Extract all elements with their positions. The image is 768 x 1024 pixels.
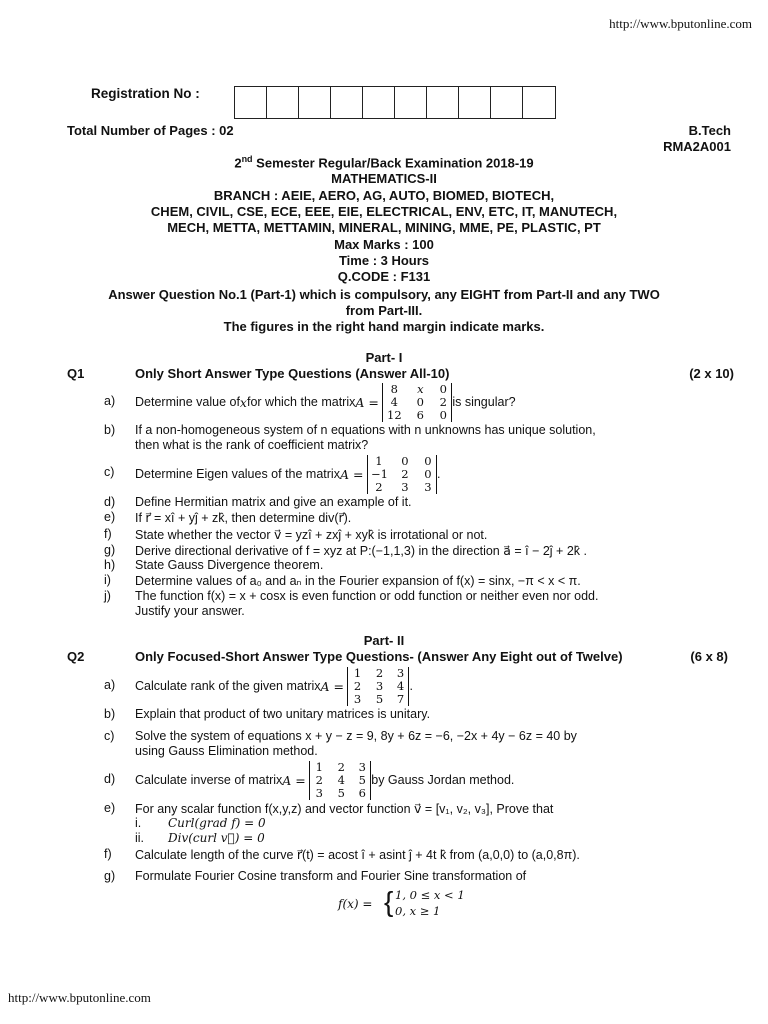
q2d-label: d)	[104, 772, 116, 786]
semester-title: 2nd Semester Regular/Back Examination 2018-19	[234, 154, 534, 171]
q1g-label: g)	[104, 543, 116, 557]
q2c-line-2: using Gauss Elimination method.	[135, 744, 318, 758]
q1h-text: State Gauss Divergence theorem.	[135, 558, 324, 572]
site-url-bottom[interactable]: http://www.bputonline.com	[8, 990, 151, 1005]
q1j-line-2: Justify your answer.	[135, 604, 245, 618]
q1c-text: Determine Eigen values of the matrix A = 1 0 0 −1 2 0 2 3 3 .	[135, 453, 441, 494]
paper-code: RMA2A001	[663, 139, 731, 154]
q2-marks: (6 x 8)	[690, 649, 728, 664]
reg-box[interactable]	[363, 87, 395, 118]
piecewise-case-1: 1, 0 ≤ x < 1	[395, 888, 465, 902]
matrix-q2d: 1 2 3 2 4 5 3 5 6	[309, 761, 371, 800]
q1b-line-1: If a non-homogeneous system of n equations with n unknowns has unique solution,	[135, 423, 596, 437]
reg-box[interactable]	[331, 87, 363, 118]
q1e-text: If r⃗ = xî + yĵ + zk̂, then determine div(r⃗).	[135, 511, 352, 525]
exam-time: Time : 3 Hours	[338, 253, 430, 268]
q1d-label: d)	[104, 495, 116, 509]
q1j-line-1: The function f(x) = x + cosx is even function or odd function or neither even nor odd.	[135, 589, 599, 603]
reg-box[interactable]	[395, 87, 427, 118]
q1h-label: h)	[104, 558, 116, 572]
registration-number-boxes[interactable]	[234, 86, 556, 119]
q1b-label: b)	[104, 423, 116, 437]
q1a-text: Determine value of x for which the matrix A = 8 x 0 4 0 2 12 6 0 is singular?	[135, 381, 516, 422]
q2e-sub-ii: Div(curl v⃗) = 0	[168, 831, 265, 845]
q2e-sub-i-label: i.	[135, 816, 142, 830]
reg-box[interactable]	[491, 87, 523, 118]
q2f-text: Calculate length of the curve r⃗(t) = acost î + asint ĵ + 4t k̂ from (a,0,0) to (a,0,8π).	[135, 848, 580, 862]
reg-box[interactable]	[267, 87, 299, 118]
q1a-label: a)	[104, 394, 116, 408]
matrix-q2a: 1 2 3 2 3 4 3 5 7	[347, 667, 409, 706]
q2d-text: Calculate inverse of matrix A = 1 2 3 2 4 5 3 5 6 by Gauss Jordan method.	[135, 759, 515, 800]
brace-symbol: {	[384, 886, 394, 917]
subject-title: MATHEMATICS-II	[331, 171, 437, 186]
instruction-line-1: Answer Question No.1 (Part-1) which is compulsory, any EIGHT from Part-II and any TWO	[108, 287, 660, 302]
q1j-label: j)	[104, 589, 111, 603]
registration-label: Registration No :	[91, 86, 200, 101]
piecewise-fx: f(x) =	[338, 897, 373, 911]
q1-heading: Only Short Answer Type Questions (Answer All-10)	[135, 366, 450, 381]
q1i-label: i)	[104, 573, 111, 587]
q2-heading: Only Focused-Short Answer Type Questions- (Answer Any Eight out of Twelve)	[135, 649, 623, 664]
part-2-title: Part- II	[363, 633, 405, 648]
q2g-text: Formulate Fourier Cosine transform and Fourier Sine transformation of	[135, 869, 527, 883]
q2b-label: b)	[104, 707, 116, 721]
q1b-line-2: then what is the rank of coefficient matrix?	[135, 438, 369, 452]
total-pages: Total Number of Pages : 02	[67, 123, 234, 138]
q2e-label: e)	[104, 801, 116, 815]
question-code: Q.CODE : F131	[337, 269, 431, 284]
q1i-text: Determine values of a₀ and aₙ in the Fourier expansion of f(x) = sinx, −π < x < π.	[135, 574, 581, 588]
degree: B.Tech	[688, 123, 731, 138]
q2b-text: Explain that product of two unitary matrices is unitary.	[135, 707, 431, 721]
q1-marks: (2 x 10)	[689, 366, 734, 381]
matrix-q1a: 8 x 0 4 0 2 12 6 0	[382, 383, 452, 422]
q1c-label: c)	[104, 465, 115, 479]
matrix-q1c: 1 0 0 −1 2 0 2 3 3	[367, 455, 437, 494]
reg-box[interactable]	[235, 87, 267, 118]
q2c-line-1: Solve the system of equations x + y − z = 9, 8y + 6z = −6, −2x + 4y − 6z = 40 by	[135, 729, 577, 743]
reg-box[interactable]	[299, 87, 331, 118]
reg-box[interactable]	[427, 87, 459, 118]
q1d-text: Define Hermitian matrix and give an example of it.	[135, 495, 412, 509]
q2f-label: f)	[104, 847, 112, 861]
q2a-text: Calculate rank of the given matrix A = 1 2 3 2 3 4 3 5 7 .	[135, 665, 413, 706]
site-url-top[interactable]: http://www.bputonline.com	[609, 16, 752, 31]
branch-line-1: BRANCH : AEIE, AERO, AG, AUTO, BIOMED, BIOTECH,	[213, 188, 555, 203]
reg-box[interactable]	[459, 87, 491, 118]
q2e-sub-i: Curl(grad f) = 0	[168, 816, 266, 830]
part-1-title: Part- I	[365, 350, 403, 365]
q2a-label: a)	[104, 678, 116, 692]
q1-number: Q1	[67, 366, 85, 381]
q1f-text: State whether the vector v⃗ = yzî + zxĵ + xyk̂ is irrotational or not.	[135, 528, 488, 542]
reg-box[interactable]	[523, 87, 555, 118]
q1e-label: e)	[104, 510, 116, 524]
q1g-text: Derive directional derivative of f = xyz at P:(−1,1,3) in the direction a⃗ = î − 2ĵ + 2k̂ .	[135, 544, 587, 558]
q2-number: Q2	[67, 649, 85, 664]
branch-line-2: CHEM, CIVIL, CSE, ECE, EEE, EIE, ELECTRICAL, ENV, ETC, IT, MANUTECH,	[150, 204, 618, 219]
piecewise-case-2: 0, x ≥ 1	[395, 904, 441, 918]
instruction-line-2: from Part-III.	[345, 303, 423, 318]
q2e-sub-ii-label: ii.	[135, 831, 145, 845]
branch-line-3: MECH, METTA, METTAMIN, MINERAL, MINING, MME, PE, PLASTIC, PT	[167, 220, 601, 235]
q2g-label: g)	[104, 869, 116, 883]
q2e-text: For any scalar function f(x,y,z) and vector function v⃗ = [v₁, v₂, v₃], Prove that	[135, 802, 554, 816]
instruction-line-3: The figures in the right hand margin indicate marks.	[223, 319, 545, 334]
q2c-label: c)	[104, 729, 115, 743]
max-marks: Max Marks : 100	[334, 237, 434, 252]
q1f-label: f)	[104, 527, 112, 541]
